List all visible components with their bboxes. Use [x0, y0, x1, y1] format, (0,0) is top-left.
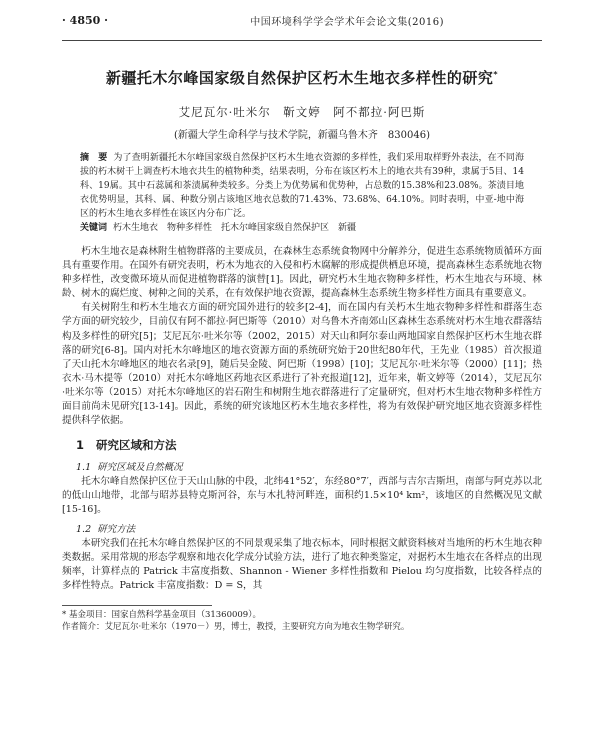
- subsection-number: 1.1: [76, 462, 92, 474]
- footnotes: [62, 609, 542, 633]
- subsection-title: 研究方法: [97, 523, 136, 535]
- keywords-text: 朽木生地衣 物种多样性 托木尔峰国家级自然保护区 新疆: [113, 223, 357, 233]
- footnote-funding: * 基金项目：国家自然科学基金项目（31360009）。: [62, 609, 261, 620]
- methods-text: [62, 537, 542, 593]
- section-heading-1: [76, 437, 542, 453]
- subsection-heading-1-2: [76, 521, 542, 535]
- page-number: · 4850 ·: [62, 13, 108, 27]
- journal-title: 中国环境科学学会学术年会论文集(2016): [250, 16, 444, 28]
- section-title: 研究区域和方法: [96, 438, 177, 453]
- subsection-heading-1-1: [76, 459, 542, 473]
- subsection-number: 1.2: [76, 523, 92, 535]
- author-list: 艾尼瓦尔·吐米尔 靳文婷 阿不都拉·阿巴斯: [178, 105, 426, 119]
- paper-title-text: 新疆托木尔峰国家级自然保护区朽木生地衣多样性的研究: [105, 69, 494, 87]
- intro-paragraph-2: 有关树附生和朽木生地衣方面的研究国外进行的较多[2-4]，而在国内有关朽木生地衣物种多样性和群落生态学方面的研究较少，目前仅有阿不都拉·阿巴斯等（2010）对乌鲁木齐南郊山区森林生态系统对朽木生地衣群落结构及多样性的研究[5]；艾尼瓦尔·吐米尔等（2002，2015）对天山和阿尔泰山两地国家自然保护区朽木生地衣群落的研究[6-8]。国内对托木尔峰地区的地衣资源方面的系统研究始于20世纪80年代，王先业（1985）首次报道了天山托木尔峰地区的地衣名录[9]，随后吴金陵、阿巴斯（1998）[10]；艾尼瓦尔·吐米尔等（2000）[11]；热衣木·马木提等（2010）对托木尔峰地区药地衣区系进行了补充报道[12]，近年来，靳文婷等（2014），艾尼瓦尔·吐米尔等（2015）对托木尔峰地区的岩石附生和树附生地衣群落进行了定量研究，但对朽木生地衣物种多样性方面目前尚未见研究[13-14]。因此，系统的研究该地区朽木生地衣多样性，将为有效保护研究地区地衣资源多样性提供科学依据。: [62, 302, 542, 427]
- study-area-paragraph: 托木尔峰自然保护区位于天山山脉的中段，北纬41°52′，东经80°7′，西部与吉尔吉斯坦，南部与阿克苏以北的低山山地带，北部与昭苏县特克斯河谷，东与木扎特河畔连，面积约1.5×10⁴ km²，该地区的自然概况见文献[15-16]。: [62, 476, 542, 516]
- introduction: [62, 245, 542, 428]
- section-number: 1: [76, 438, 85, 453]
- methods-paragraph: 本研究我们在托木尔峰自然保护区的不同景观采集了地衣标本，同时根据文献资料核对当地所的朽木生地衣种类数据。采用常规的形态学观察和地衣化学成分试验方法，进行了地衣种类鉴定，对据朽木生地衣在各样点的出现频率，计算样点的 Patrick 丰富度指数、Shannon - Wiener 多样性指数和 Pielou 均匀度指数，比较各样点的多样性特点。Patrick 丰富度指数：D = S，其: [62, 537, 542, 591]
- study-area-text: [62, 475, 542, 517]
- abstract-label: 摘 要: [80, 153, 108, 163]
- running-header: [62, 0, 542, 41]
- affiliation: (新疆大学生命科学与技术学院，新疆乌鲁木齐 830046): [174, 130, 430, 141]
- abstract-text: 为了查明新疆托木尔峰国家级自然保护区朽木生地衣资源的多样性，我们采用取样野外表法，在不同海拔的朽木树干上调查朽木地衣共生的植物种类，结果表明，分布在该区朽木上的地衣共有39种，隶属于5目、14科、19属。其中石蕊属和茶渍属种类较多。分类上为优势属和优势种，占总数的15.38%和23.08%。茶渍目地衣优势明显，其科、属、种数分别占该地区地衣总数的71.43%、73.68%、64.10%。同时表明，中亚-地中海区的朽木生地衣多样性在该区内分布广泛。: [80, 153, 524, 219]
- paper-title: [62, 67, 542, 88]
- keywords: [80, 221, 524, 235]
- subsection-title: 研究区域及自然概况: [97, 462, 183, 474]
- keywords-label: 关键词: [80, 223, 108, 233]
- abstract: [80, 151, 524, 221]
- footnote-author-bio: 作者简介：艾尼瓦尔·吐米尔（1970－）男，博士，教授，主要研究方向为地衣生物学研究。: [62, 621, 410, 632]
- intro-paragraph-1: 朽木生地衣是森林附生植物群落的主要成员，在森林生态系统食物网中分解养分，促进生态系统物质循环方面具有重要作用。在国外有研究表明，朽木为地衣的入侵和朽木腐解的形成提供栖息环境，提高森林生态系统地衣物种多样性，改变微环境从而促进植物群落的演替[1]。因此，研究朽木生地衣物种多样性，朽木生地衣与环境、林龄、树木的腐烂度、树种之间的关系，在有效保护地衣资源，提高森林生态系统生物多样性方面具有重要意义。: [62, 246, 542, 300]
- title-footnote-mark: *: [493, 70, 499, 79]
- footnote-divider: [62, 605, 212, 606]
